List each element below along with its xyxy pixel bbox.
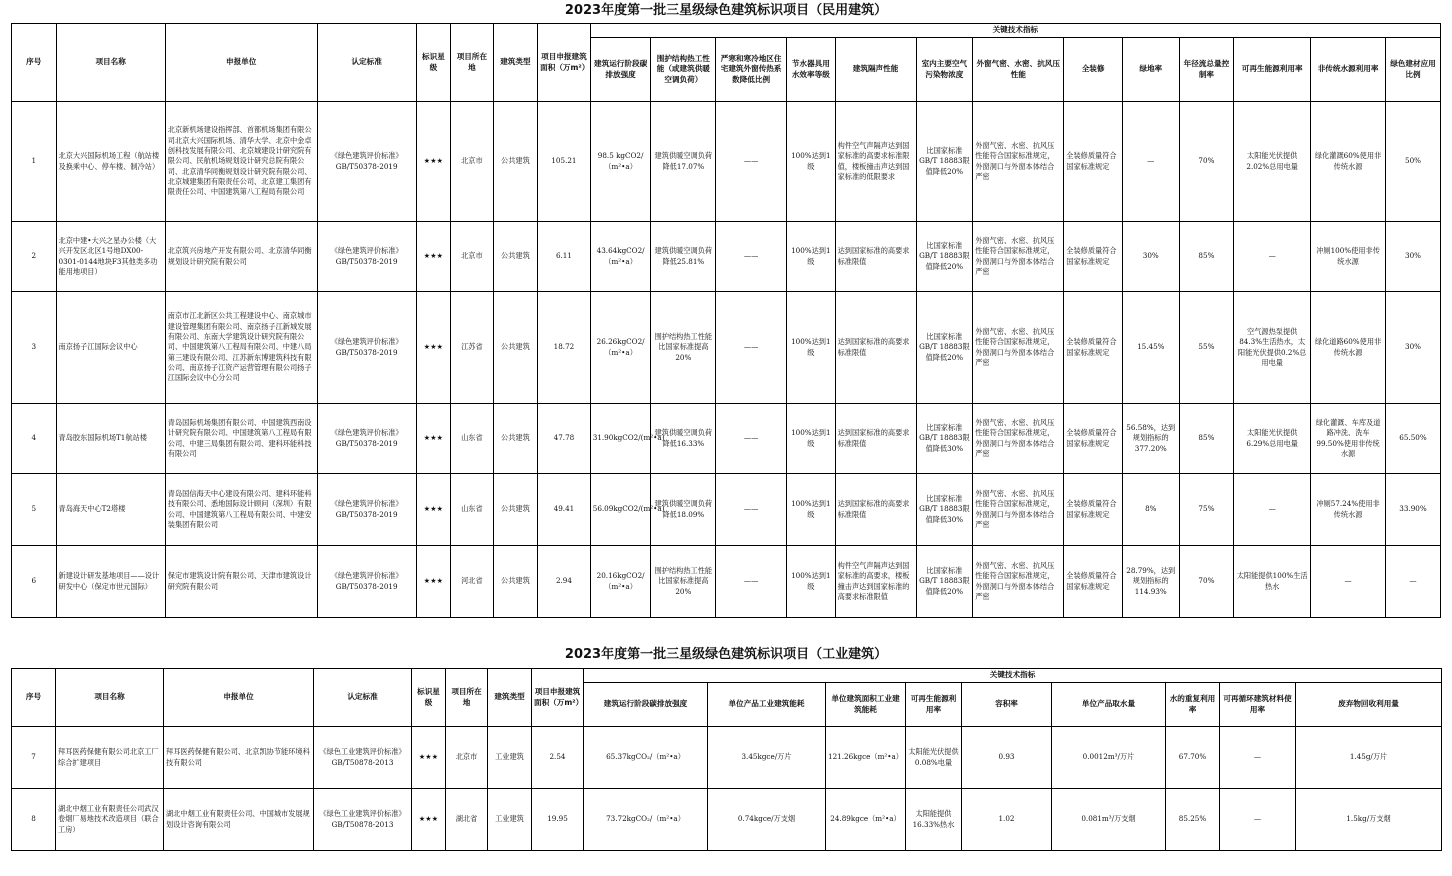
cell-indicator-value: 8%: [1122, 474, 1179, 546]
col-header-star: 标识星级: [416, 24, 450, 102]
civil-table-body: [12, 102, 1441, 618]
cell-indicator-value: 0.0012m³/万片: [1052, 727, 1166, 789]
cell-indicator-value: 1.5kg/万支烟: [1296, 789, 1442, 851]
cell-indicator-value: 50%: [1386, 102, 1441, 222]
cell-indicator-value: 全装修质量符合国家标准规定: [1064, 292, 1123, 404]
cell-indicator-value: 30%: [1122, 222, 1179, 292]
cell-indicator-value: 43.64kgCO2/（m²•a）: [590, 222, 651, 292]
col-header-indicator: 室内主要空气污染物浓度: [916, 38, 973, 102]
cell-indicator-value: 达到国家标准的高要求标准限值: [835, 292, 916, 404]
cell-indicator-value: 比国家标准GB/T 18883限值降低20%: [916, 292, 973, 404]
cell-indicator-value: 65.50%: [1386, 404, 1441, 474]
cell-applicant-units: 湖北中烟工业有限责任公司、中国城市发展规划设计咨询有限公司: [164, 789, 314, 851]
cell-indicator-value: 冲厕100%使用非传统水源: [1311, 222, 1386, 292]
cell-star-rating: ★★★: [416, 102, 450, 222]
cell-indicator-value: 太阳能光伏提供0.08%电量: [906, 727, 962, 789]
cell-declared-area: 2.54: [532, 727, 584, 789]
col-header-indicator: 外窗气密、水密、抗风压性能: [973, 38, 1064, 102]
cell-indicator-value: 外窗气密、水密、抗风压性能符合国家标准规定，外窗洞口与外窗本体结合严密: [973, 222, 1064, 292]
cell-indicator-value: 冲厕57.24%使用非传统水源: [1311, 474, 1386, 546]
cell-indicator-value: 比国家标准GB/T 18883限值降低30%: [916, 404, 973, 474]
cell-indicator-value: 100%达到1级: [787, 292, 836, 404]
cell-declared-area: 105.21: [538, 102, 591, 222]
col-header-no: 序号: [12, 24, 57, 102]
cell-project-name: 青岛海天中心T2塔楼: [56, 474, 165, 546]
cell-indicator-value: 73.72kgCO₂/（m²•a）: [584, 789, 708, 851]
cell-certification-standard: 《绿色工业建筑评价标准》GB/T50878-2013: [314, 789, 412, 851]
cell-row-number: 4: [12, 404, 57, 474]
cell-location: 山东省: [451, 404, 494, 474]
cell-certification-standard: 《绿色建筑评价标准》GB/T50378-2019: [317, 404, 416, 474]
col-header-star: 标识星级: [412, 669, 446, 727]
cell-certification-standard: 《绿色建筑评价标准》GB/T50378-2019: [317, 474, 416, 546]
cell-indicator-value: 达到国家标准的高要求标准限值: [835, 222, 916, 292]
col-header-indicator: 可再生能源利用率: [1234, 38, 1311, 102]
cell-indicator-value: ——: [716, 102, 787, 222]
cell-indicator-value: 构件空气声隔声达到国家标准的高要求标准限值，楼板撞击声达到国家标准的低限要求: [835, 102, 916, 222]
col-header-location: 项目所在地: [451, 24, 494, 102]
cell-declared-area: 6.11: [538, 222, 591, 292]
cell-indicator-value: 1.02: [962, 789, 1052, 851]
industrial-table-title: 2023年度第一批三星级绿色建筑标识项目（工业建筑）: [564, 647, 888, 662]
col-header-area: 项目申报建筑面积（万m²）: [532, 669, 584, 727]
cell-indicator-value: 30%: [1386, 292, 1441, 404]
cell-indicator-value: 全装修质量符合国家标准规定: [1064, 404, 1123, 474]
table-row: [12, 789, 1442, 851]
cell-indicator-value: 70%: [1179, 546, 1234, 618]
cell-star-rating: ★★★: [416, 292, 450, 404]
cell-indicator-value: 0.93: [962, 727, 1052, 789]
cell-building-type: 工业建筑: [488, 727, 532, 789]
cell-applicant-units: 南京市江北新区公共工程建设中心、南京城市建设管理集团有限公司、南京扬子江新城发展有限公司、东南大学建筑设计研究院有限公司、中国建筑第八工程局有限公司、中建八局第三建设有限公司、江苏新东博建筑科技有限公司、南京扬子江资产运营管理有限公司扬子江国际会议中心分公司: [165, 292, 317, 404]
col-header-indicator: 建筑运行阶段碳排放强度: [590, 38, 651, 102]
cell-star-rating: ★★★: [412, 789, 446, 851]
cell-indicator-value: 100%达到1级: [787, 546, 836, 618]
cell-building-type: 公共建筑: [493, 292, 538, 404]
cell-project-name: 北京大兴国际机场工程（航站楼及换乘中心、停车楼、制冷站）: [56, 102, 165, 222]
cell-indicator-value: 外窗气密、水密、抗风压性能符合国家标准规定，外窗洞口与外窗本体结合严密: [973, 292, 1064, 404]
cell-indicator-value: 绿化道路60%使用非传统水源: [1311, 292, 1386, 404]
cell-location: 湖北省: [446, 789, 488, 851]
cell-applicant-units: 保定市建筑设计院有限公司、天津市建筑设计研究院有限公司: [165, 546, 317, 618]
cell-project-name: 新建设计研发基地项目——设计研发中心（保定市世元国际）: [56, 546, 165, 618]
cell-applicant-units: 北京新机场建设指挥部、首都机场集团有限公司北京大兴国际机场、清华大学、北京中金卓创科技发展有限公司、北京城建设计研究院有限公司、民航机场规划设计研究总院有限公司、北京清华同衡规划设计研究院有限公司、北京城建集团有限责任公司、北京建工集团有限责任公司、中国建筑第八工程局有限公司: [165, 102, 317, 222]
cell-star-rating: ★★★: [416, 546, 450, 618]
cell-location: 河北省: [451, 546, 494, 618]
cell-indicator-value: —: [1220, 727, 1296, 789]
col-header-indicator: 围护结构热工性能（或建筑供暖空调负荷）: [651, 38, 716, 102]
cell-indicator-value: 全装修质量符合国家标准规定: [1064, 546, 1123, 618]
cell-certification-standard: 《绿色建筑评价标准》GB/T50378-2019: [317, 292, 416, 404]
col-header-applicant: 申报单位: [165, 24, 317, 102]
col-header-indicator: 严寒和寒冷地区住宅建筑外窗传热系数降低比例: [716, 38, 787, 102]
cell-indicator-value: 围护结构热工性能比国家标准提高20%: [651, 292, 716, 404]
cell-indicator-value: 30%: [1386, 222, 1441, 292]
cell-project-name: 拜耳医药保健有限公司北京工厂综合扩建项目: [56, 727, 164, 789]
cell-certification-standard: 《绿色建筑评价标准》GB/T50378-2019: [317, 546, 416, 618]
cell-indicator-value: 建筑供暖空调负荷降低18.09%: [651, 474, 716, 546]
cell-indicator-value: —: [1386, 546, 1441, 618]
cell-indicator-value: 100%达到1级: [787, 404, 836, 474]
cell-indicator-value: 构件空气声隔声达到国家标准的高要求，楼板撞击声达到国家标准的高要求标准限值: [835, 546, 916, 618]
cell-indicator-value: 外窗气密、水密、抗风压性能符合国家标准规定，外窗洞口与外窗本体结合严密: [973, 404, 1064, 474]
cell-row-number: 2: [12, 222, 57, 292]
cell-applicant-units: 青岛国际机场集团有限公司、中国建筑西南设计研究院有限公司、中国建筑第八工程局有限公司、中建三局集团有限公司、建科环能科技有限公司: [165, 404, 317, 474]
cell-indicator-value: 85%: [1179, 404, 1234, 474]
cell-location: 山东省: [451, 474, 494, 546]
cell-indicator-value: ——: [716, 292, 787, 404]
cell-location: 北京市: [451, 222, 494, 292]
cell-indicator-value: 15.45%: [1122, 292, 1179, 404]
cell-indicator-value: 0.081m³/万支烟: [1052, 789, 1166, 851]
cell-indicator-value: 达到国家标准的高要求标准限值: [835, 474, 916, 546]
key-indicators-header: 关键技术指标: [584, 669, 1442, 683]
cell-row-number: 8: [12, 789, 56, 851]
cell-indicator-value: 26.26kgCO2/（m²•a）: [590, 292, 651, 404]
col-header-applicant: 申报单位: [164, 669, 314, 727]
cell-indicator-value: —: [1234, 474, 1311, 546]
col-header-indicator: 全装修: [1064, 38, 1123, 102]
cell-building-type: 工业建筑: [488, 789, 532, 851]
cell-location: 北京市: [451, 102, 494, 222]
cell-project-name: 北京中建•大兴之星办公楼（大兴开发区北区1号地DX00-0301-0144地块F3其他类多功能用地项目）: [56, 222, 165, 292]
col-header-indicator: 单位建筑面积工业建筑能耗: [826, 683, 906, 727]
col-header-indicator: 水的重复利用率: [1166, 683, 1220, 727]
cell-indicator-value: 外窗气密、水密、抗风压性能符合国家标准规定，外窗洞口与外窗本体结合严密: [973, 102, 1064, 222]
cell-location: 北京市: [446, 727, 488, 789]
civil-table-title: 2023年度第一批三星级绿色建筑标识项目（民用建筑）: [564, 3, 888, 18]
col-header-building-type: 建筑类型: [493, 24, 538, 102]
cell-indicator-value: 比国家标准GB/T 18883限值降低20%: [916, 102, 973, 222]
cell-building-type: 公共建筑: [493, 546, 538, 618]
key-indicators-header: 关键技术指标: [590, 24, 1440, 38]
cell-star-rating: ★★★: [416, 474, 450, 546]
cell-declared-area: 19.95: [532, 789, 584, 851]
cell-star-rating: ★★★: [416, 404, 450, 474]
cell-building-type: 公共建筑: [493, 222, 538, 292]
col-header-indicator: 建筑隔声性能: [835, 38, 916, 102]
cell-indicator-value: 98.5 kgCO2/（m²•a）: [590, 102, 651, 222]
cell-project-name: 青岛胶东国际机场T1航站楼: [56, 404, 165, 474]
table-row: [12, 474, 1441, 546]
cell-declared-area: 2.94: [538, 546, 591, 618]
cell-building-type: 公共建筑: [493, 102, 538, 222]
col-header-standard: 认定标准: [317, 24, 416, 102]
cell-indicator-value: 全装修质量符合国家标准规定: [1064, 222, 1123, 292]
col-header-indicator: 绿色建材应用比例: [1386, 38, 1441, 102]
table-row: [12, 292, 1441, 404]
cell-building-type: 公共建筑: [493, 404, 538, 474]
cell-row-number: 3: [12, 292, 57, 404]
cell-indicator-value: ——: [716, 222, 787, 292]
cell-indicator-value: 建筑供暖空调负荷降低16.33%: [651, 404, 716, 474]
cell-indicator-value: 100%达到1级: [787, 222, 836, 292]
col-header-area: 项目申报建筑面积（万m²）: [538, 24, 591, 102]
civil-buildings-table: [11, 23, 1441, 618]
cell-row-number: 7: [12, 727, 56, 789]
cell-indicator-value: 外窗气密、水密、抗风压性能符合国家标准规定，外窗洞口与外窗本体结合严密: [973, 546, 1064, 618]
cell-indicator-value: 外窗气密、水密、抗风压性能符合国家标准规定，外窗洞口与外窗本体结合严密: [973, 474, 1064, 546]
cell-row-number: 6: [12, 546, 57, 618]
cell-indicator-value: 太阳能提供16.33%热水: [906, 789, 962, 851]
cell-declared-area: 47.78: [538, 404, 591, 474]
cell-certification-standard: 《绿色建筑评价标准》GB/T50378-2019: [317, 102, 416, 222]
col-header-indicator: 建筑运行阶段碳排放强度: [584, 683, 708, 727]
cell-indicator-value: ——: [716, 404, 787, 474]
table-row: [12, 222, 1441, 292]
cell-building-type: 公共建筑: [493, 474, 538, 546]
cell-indicator-value: —: [1311, 546, 1386, 618]
cell-star-rating: ★★★: [416, 222, 450, 292]
industrial-table-body: [12, 727, 1442, 851]
table-row: [12, 102, 1441, 222]
cell-indicator-value: 100%达到1级: [787, 102, 836, 222]
cell-location: 江苏省: [451, 292, 494, 404]
cell-indicator-value: 100%达到1级: [787, 474, 836, 546]
cell-indicator-value: ——: [716, 546, 787, 618]
cell-indicator-value: —: [1220, 789, 1296, 851]
cell-indicator-value: 比国家标准GB/T 18883限值降低20%: [916, 546, 973, 618]
cell-project-name: 南京扬子江国际会议中心: [56, 292, 165, 404]
cell-indicator-value: 比国家标准GB/T 18883限值降低20%: [916, 222, 973, 292]
cell-row-number: 1: [12, 102, 57, 222]
cell-indicator-value: 28.79%，达到规划指标的114.93%: [1122, 546, 1179, 618]
cell-indicator-value: 67.70%: [1166, 727, 1220, 789]
cell-indicator-value: 33.90%: [1386, 474, 1441, 546]
cell-row-number: 5: [12, 474, 57, 546]
cell-indicator-value: 56.58%，达到规划指标的377.20%: [1122, 404, 1179, 474]
cell-certification-standard: 《绿色建筑评价标准》GB/T50378-2019: [317, 222, 416, 292]
cell-indicator-value: 空气源热泵提供84.3%生活热水，太阳能光伏提供0.2%总用电量: [1234, 292, 1311, 404]
col-header-indicator: 单位产品工业建筑能耗: [708, 683, 826, 727]
table-row: [12, 727, 1442, 789]
col-header-indicator: 容积率: [962, 683, 1052, 727]
col-header-indicator: 年径流总量控制率: [1179, 38, 1234, 102]
cell-indicator-value: 70%: [1179, 102, 1234, 222]
table-row: [12, 404, 1441, 474]
cell-indicator-value: 20.16kgCO2/（m²•a）: [590, 546, 651, 618]
cell-indicator-value: 85.25%: [1166, 789, 1220, 851]
cell-project-name: 湖北中烟工业有限责任公司武汉卷烟厂易地技术改造项目（联合工房）: [56, 789, 164, 851]
cell-indicator-value: 绿化灌溉60%使用非传统水源: [1311, 102, 1386, 222]
col-header-standard: 认定标准: [314, 669, 412, 727]
col-header-indicator: 非传统水源利用率: [1311, 38, 1386, 102]
cell-indicator-value: 太阳能提供100%生活热水: [1234, 546, 1311, 618]
cell-indicator-value: 55%: [1179, 292, 1234, 404]
cell-star-rating: ★★★: [412, 727, 446, 789]
cell-indicator-value: 围护结构热工性能比国家标准提高20%: [651, 546, 716, 618]
cell-indicator-value: 全装修质量符合国家标准规定: [1064, 102, 1123, 222]
col-header-indicator: 可再生能源利用率: [906, 683, 962, 727]
col-header-indicator: 绿地率: [1122, 38, 1179, 102]
cell-indicator-value: 比国家标准GB/T 18883限值降低30%: [916, 474, 973, 546]
cell-indicator-value: 建筑供暖空调负荷降低25.81%: [651, 222, 716, 292]
col-header-location: 项目所在地: [446, 669, 488, 727]
cell-indicator-value: 太阳能光伏提供6.29%总用电量: [1234, 404, 1311, 474]
col-header-indicator: 单位产品取水量: [1052, 683, 1166, 727]
cell-indicator-value: ——: [716, 474, 787, 546]
cell-indicator-value: 太阳能光伏提供2.02%总用电量: [1234, 102, 1311, 222]
cell-indicator-value: 绿化灌溉、车库及道路冲洗、洗车99.50%使用非传统水源: [1311, 404, 1386, 474]
cell-applicant-units: 青岛国信海天中心建设有限公司、建科环能科技有限公司、悉地国际设计顾问（深圳）有限公司、中国建筑第八工程局有限公司、中建安装集团有限公司: [165, 474, 317, 546]
cell-indicator-value: 75%: [1179, 474, 1234, 546]
cell-indicator-value: —: [1234, 222, 1311, 292]
cell-applicant-units: 拜耳医药保健有限公司、北京凯协节能环境科技有限公司: [164, 727, 314, 789]
cell-applicant-units: 北京筑兴房地产开发有限公司、北京清华同衡规划设计研究院有限公司: [165, 222, 317, 292]
cell-declared-area: 49.41: [538, 474, 591, 546]
table-row: [12, 546, 1441, 618]
cell-indicator-value: 31.90kgCO2/(m²•a): [590, 404, 651, 474]
cell-indicator-value: 85%: [1179, 222, 1234, 292]
cell-declared-area: 18.72: [538, 292, 591, 404]
col-header-building-type: 建筑类型: [488, 669, 532, 727]
cell-indicator-value: 0.74kgce/万支烟: [708, 789, 826, 851]
cell-indicator-value: 121.26kgce（m²•a）: [826, 727, 906, 789]
cell-indicator-value: 1.45g/万片: [1296, 727, 1442, 789]
cell-certification-standard: 《绿色工业建筑评价标准》GB/T50878-2013: [314, 727, 412, 789]
cell-indicator-value: 建筑供暖空调负荷降低17.07%: [651, 102, 716, 222]
cell-indicator-value: —: [1122, 102, 1179, 222]
cell-indicator-value: 56.09kgCO2/(m²•a): [590, 474, 651, 546]
col-header-project-name: 项目名称: [56, 24, 165, 102]
cell-indicator-value: 全装修质量符合国家标准规定: [1064, 474, 1123, 546]
cell-indicator-value: 达到国家标准的高要求标准限值: [835, 404, 916, 474]
col-header-indicator: 废弃物回收利用量: [1296, 683, 1442, 727]
cell-indicator-value: 3.45kgce/万片: [708, 727, 826, 789]
col-header-project-name: 项目名称: [56, 669, 164, 727]
cell-indicator-value: 24.89kgce（m²•a）: [826, 789, 906, 851]
industrial-buildings-table: [11, 668, 1442, 851]
col-header-indicator: 可再循环建筑材料使用率: [1220, 683, 1296, 727]
col-header-no: 序号: [12, 669, 56, 727]
cell-indicator-value: 65.37kgCO₂/（m²•a）: [584, 727, 708, 789]
col-header-indicator: 节水器具用水效率等级: [787, 38, 836, 102]
